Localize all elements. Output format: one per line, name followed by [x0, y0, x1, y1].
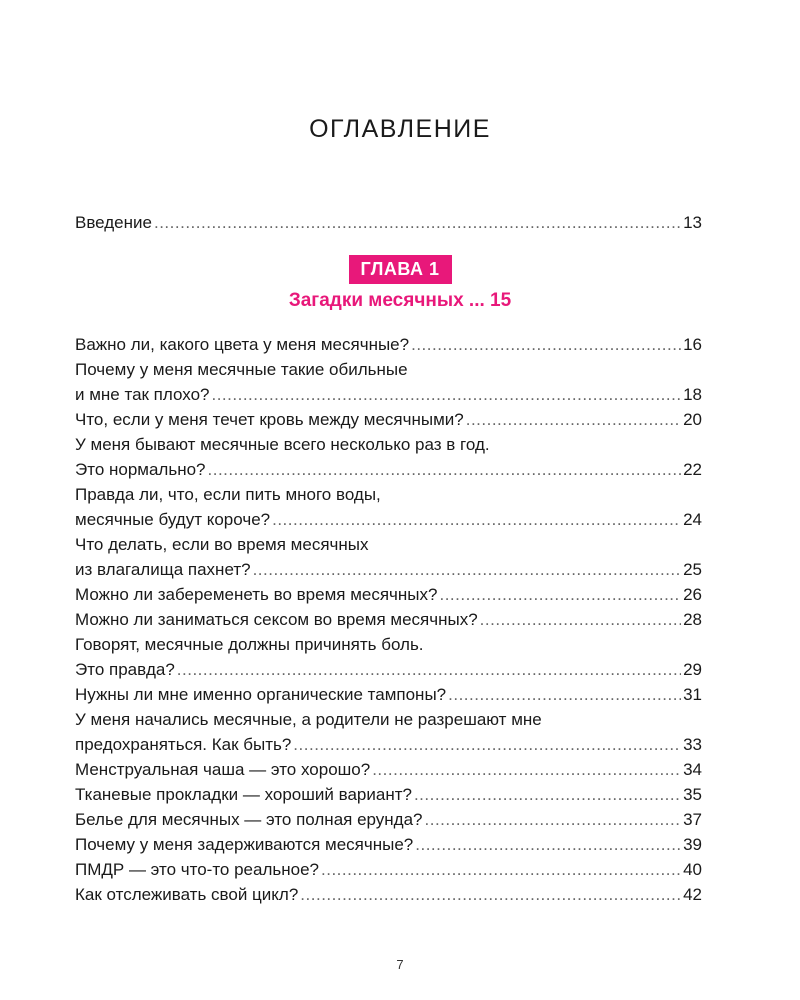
toc-entry[interactable]	[75, 832, 702, 857]
toc-intro-entry[interactable]	[75, 210, 702, 235]
toc-entry[interactable]	[75, 607, 702, 632]
toc-entries-list	[75, 332, 702, 907]
toc-entry-text: Это нормально?	[75, 460, 206, 479]
toc-entry-text: Белье для месячных — это полная ерунда?	[75, 810, 423, 829]
toc-entry-page: 35	[683, 785, 702, 804]
toc-entry[interactable]	[75, 407, 702, 432]
toc-entry-page: 28	[683, 610, 702, 629]
toc-entry-page: 34	[683, 760, 702, 779]
toc-entry-text: Нужны ли мне именно органические тампоны?	[75, 685, 447, 704]
page-title: ОГЛАВЛЕНИЕ	[309, 115, 491, 143]
dot-leader	[425, 807, 682, 832]
toc-entry-text: Что, если у меня течет кровь между месячными?	[75, 410, 464, 429]
toc-entry-text: Что делать, если во время месячных	[75, 535, 369, 554]
toc-entry-text: Как отслеживать свой цикл?	[75, 885, 299, 904]
toc-entry[interactable]	[75, 432, 702, 482]
toc-entry-text: Введение	[75, 213, 152, 232]
toc-entry[interactable]	[75, 332, 702, 357]
toc-entry-text: У меня начались месячные, а родители не разрешают мне	[75, 710, 542, 729]
toc-entry[interactable]	[75, 807, 702, 832]
toc-entry-text: Можно ли заниматься сексом во время месячных?	[75, 610, 478, 629]
dot-leader	[480, 607, 681, 632]
page-number: 7	[396, 957, 404, 972]
chapter-heading	[0, 255, 800, 312]
toc-entry-page: 22	[683, 460, 702, 479]
toc-entry-text: из влагалища пахнет?	[75, 560, 251, 579]
toc-entry-text: У меня бывают месячные всего несколько раз в год.	[75, 435, 490, 454]
toc-entry[interactable]	[75, 757, 702, 782]
toc-entry-text: Почему у меня задерживаются месячные?	[75, 835, 414, 854]
dot-leader	[300, 882, 681, 907]
toc-entry-text: Это правда?	[75, 660, 175, 679]
toc-entry-text: ПМДР — это что-то реальное?	[75, 860, 319, 879]
dot-leader	[272, 507, 681, 532]
toc-entry-page: 37	[683, 810, 702, 829]
toc-entry[interactable]	[75, 357, 702, 407]
dot-leader	[177, 657, 681, 682]
dot-leader	[321, 857, 681, 882]
toc-entry-text: Почему у меня месячные такие обильные	[75, 360, 408, 379]
dot-leader	[211, 382, 681, 407]
toc-entry-text: Говорят, месячные должны причинять боль.	[75, 635, 424, 654]
toc-entry[interactable]	[75, 857, 702, 882]
toc-entry-text: Менструальная чаша — это хорошо?	[75, 760, 371, 779]
toc-entry[interactable]	[75, 582, 702, 607]
toc-entry-page: 39	[683, 835, 702, 854]
toc-entry-page: 26	[683, 585, 702, 604]
toc-entry-text: и мне так плохо?	[75, 385, 210, 404]
toc-entry-text: предохраняться. Как быть?	[75, 735, 292, 754]
dot-leader	[253, 557, 682, 582]
toc-entry[interactable]	[75, 632, 702, 682]
toc-entry-text: месячные будут короче?	[75, 510, 271, 529]
toc-entry-text: Правда ли, что, если пить много воды,	[75, 485, 381, 504]
dot-leader	[154, 210, 681, 235]
toc-entry-page: 29	[683, 660, 702, 679]
toc-entry-page: 31	[683, 685, 702, 704]
toc-entry[interactable]	[75, 707, 702, 757]
dot-leader	[372, 757, 681, 782]
toc-entry-page: 42	[683, 885, 702, 904]
toc-entry[interactable]	[75, 532, 702, 582]
dot-leader	[293, 732, 681, 757]
dot-leader	[439, 582, 681, 607]
toc-entry-text: Тканевые прокладки — хороший вариант?	[75, 785, 412, 804]
dot-leader	[414, 782, 681, 807]
dot-leader	[448, 682, 681, 707]
toc-entry[interactable]	[75, 882, 702, 907]
dot-leader	[208, 457, 682, 482]
dot-leader	[466, 407, 681, 432]
toc-entry-page: 16	[683, 335, 702, 354]
toc-entry-page: 20	[683, 410, 702, 429]
toc-entry-page: 24	[683, 510, 702, 529]
toc-entry[interactable]	[75, 682, 702, 707]
dot-leader	[411, 332, 681, 357]
chapter-title[interactable]: Загадки месячных ... 15	[288, 290, 512, 311]
toc-entry-text: Можно ли забеременеть во время месячных?	[75, 585, 438, 604]
toc-entry-text: Важно ли, какого цвета у меня месячные?	[75, 335, 410, 354]
toc-entry-page: 33	[683, 735, 702, 754]
toc-entry-page: 25	[683, 560, 702, 579]
toc-entry-page: 40	[683, 860, 702, 879]
toc-entry-page: 13	[683, 213, 702, 232]
toc-entry[interactable]	[75, 782, 702, 807]
dot-leader	[415, 832, 681, 857]
chapter-label-badge: ГЛАВА 1	[349, 255, 452, 284]
toc-entry-page: 18	[683, 385, 702, 404]
toc-entry[interactable]	[75, 482, 702, 532]
